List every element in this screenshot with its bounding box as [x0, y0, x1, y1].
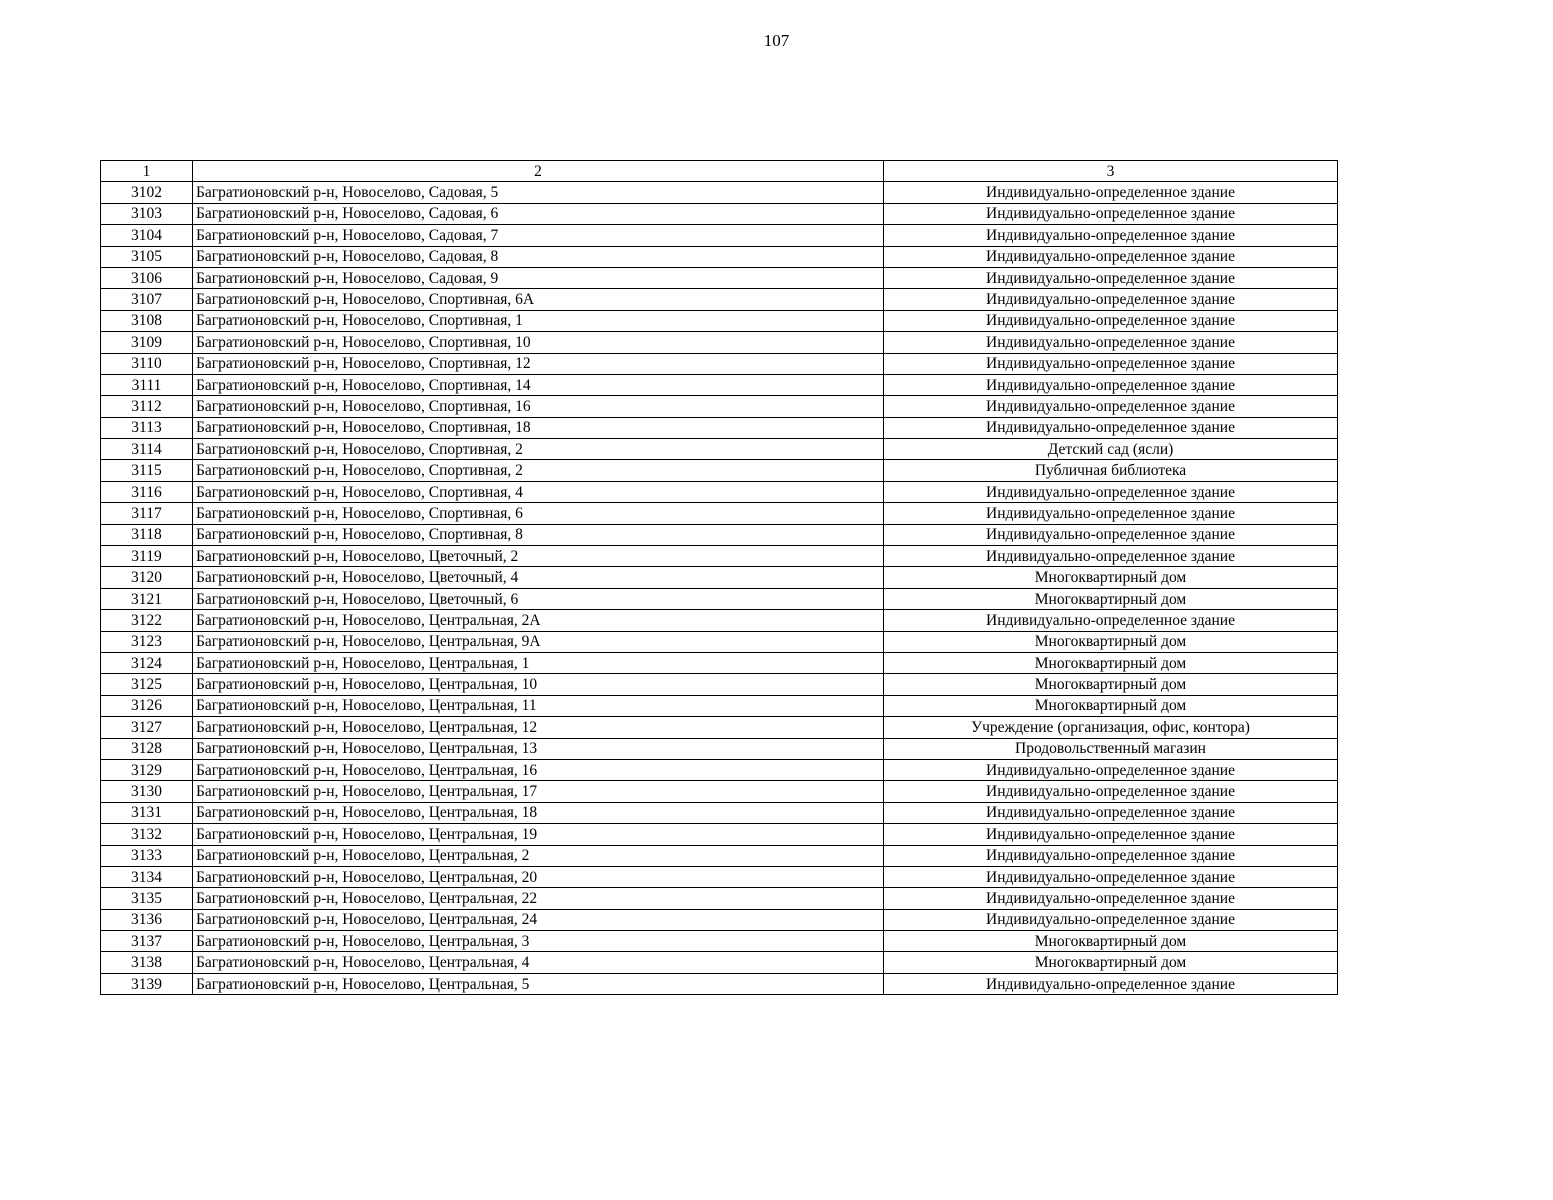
table-row — [101, 546, 1338, 567]
address-cell: Багратионовский р-н, Новоселово, Спортивная, 2 — [193, 439, 884, 460]
address-cell: Багратионовский р-н, Новоселово, Садовая, 6 — [193, 203, 884, 224]
object-type-cell: Индивидуально-определенное здание — [884, 524, 1338, 545]
table-row — [101, 289, 1338, 310]
row-number-cell: 3138 — [101, 952, 193, 973]
address-cell: Багратионовский р-н, Новоселово, Центральная, 22 — [193, 888, 884, 909]
object-type-cell: Учреждение (организация, офис, контора) — [884, 717, 1338, 738]
object-type-cell: Многоквартирный дом — [884, 952, 1338, 973]
row-number-cell: 3124 — [101, 652, 193, 673]
row-number-cell: 3108 — [101, 310, 193, 331]
row-number-cell: 3109 — [101, 332, 193, 353]
row-number-cell: 3104 — [101, 225, 193, 246]
table-row — [101, 267, 1338, 288]
table-row — [101, 631, 1338, 652]
row-number-cell: 3127 — [101, 717, 193, 738]
row-number-cell: 3122 — [101, 610, 193, 631]
object-type-cell: Индивидуально-определенное здание — [884, 417, 1338, 438]
table-row — [101, 610, 1338, 631]
row-number-cell: 3135 — [101, 888, 193, 909]
row-number-cell: 3120 — [101, 567, 193, 588]
table-row — [101, 524, 1338, 545]
address-cell: Багратионовский р-н, Новоселово, Цветочный, 2 — [193, 546, 884, 567]
table-header — [101, 161, 1338, 182]
address-cell: Багратионовский р-н, Новоселово, Садовая, 7 — [193, 225, 884, 246]
table-row — [101, 439, 1338, 460]
property-table — [100, 160, 1338, 995]
table-row — [101, 717, 1338, 738]
table-row — [101, 246, 1338, 267]
row-number-cell: 3102 — [101, 182, 193, 203]
row-number-cell: 3123 — [101, 631, 193, 652]
address-cell: Багратионовский р-н, Новоселово, Цветочный, 6 — [193, 588, 884, 609]
address-cell: Багратионовский р-н, Новоселово, Центральная, 9А — [193, 631, 884, 652]
object-type-cell: Индивидуально-определенное здание — [884, 353, 1338, 374]
object-type-cell: Индивидуально-определенное здание — [884, 546, 1338, 567]
object-type-cell: Детский сад (ясли) — [884, 439, 1338, 460]
table-row — [101, 567, 1338, 588]
row-number-cell: 3114 — [101, 439, 193, 460]
object-type-cell: Многоквартирный дом — [884, 695, 1338, 716]
table-row — [101, 738, 1338, 759]
row-number-cell: 3137 — [101, 931, 193, 952]
address-cell: Багратионовский р-н, Новоселово, Центральная, 2 — [193, 845, 884, 866]
object-type-cell: Индивидуально-определенное здание — [884, 610, 1338, 631]
object-type-cell: Индивидуально-определенное здание — [884, 759, 1338, 780]
table-row — [101, 481, 1338, 502]
address-cell: Багратионовский р-н, Новоселово, Центральная, 2А — [193, 610, 884, 631]
address-cell: Багратионовский р-н, Новоселово, Спортивная, 2 — [193, 460, 884, 481]
row-number-cell: 3117 — [101, 503, 193, 524]
row-number-cell: 3111 — [101, 374, 193, 395]
table-row — [101, 503, 1338, 524]
object-type-cell: Индивидуально-определенное здание — [884, 374, 1338, 395]
address-cell: Багратионовский р-н, Новоселово, Центральная, 20 — [193, 866, 884, 887]
row-number-cell: 3126 — [101, 695, 193, 716]
address-cell: Багратионовский р-н, Новоселово, Центральная, 18 — [193, 802, 884, 823]
row-number-cell: 3107 — [101, 289, 193, 310]
table-row — [101, 417, 1338, 438]
object-type-cell: Продовольственный магазин — [884, 738, 1338, 759]
table-row — [101, 310, 1338, 331]
table-row — [101, 781, 1338, 802]
object-type-cell: Многоквартирный дом — [884, 674, 1338, 695]
object-type-cell: Индивидуально-определенное здание — [884, 973, 1338, 994]
row-number-cell: 3113 — [101, 417, 193, 438]
table-row — [101, 674, 1338, 695]
address-cell: Багратионовский р-н, Новоселово, Центральная, 5 — [193, 973, 884, 994]
table-row — [101, 973, 1338, 994]
header-row — [101, 161, 1338, 182]
row-number-cell: 3112 — [101, 396, 193, 417]
table-body — [101, 182, 1338, 995]
object-type-cell: Индивидуально-определенное здание — [884, 225, 1338, 246]
object-type-cell: Индивидуально-определенное здание — [884, 503, 1338, 524]
address-cell: Багратионовский р-н, Новоселово, Цветочный, 4 — [193, 567, 884, 588]
table-row — [101, 759, 1338, 780]
column-header-number: 1 — [101, 161, 193, 182]
table-row — [101, 460, 1338, 481]
object-type-cell: Индивидуально-определенное здание — [884, 866, 1338, 887]
address-cell: Багратионовский р-н, Новоселово, Центральная, 13 — [193, 738, 884, 759]
page-number: 107 — [763, 31, 790, 50]
object-type-cell: Индивидуально-определенное здание — [884, 332, 1338, 353]
address-cell: Багратионовский р-н, Новоселово, Центральная, 17 — [193, 781, 884, 802]
address-cell: Багратионовский р-н, Новоселово, Садовая, 5 — [193, 182, 884, 203]
row-number-cell: 3139 — [101, 973, 193, 994]
table-row — [101, 802, 1338, 823]
row-number-cell: 3115 — [101, 460, 193, 481]
row-number-cell: 3131 — [101, 802, 193, 823]
object-type-cell: Индивидуально-определенное здание — [884, 267, 1338, 288]
table-row — [101, 588, 1338, 609]
table-row — [101, 888, 1338, 909]
row-number-cell: 3105 — [101, 246, 193, 267]
table-row — [101, 931, 1338, 952]
address-cell: Багратионовский р-н, Новоселово, Спортивная, 10 — [193, 332, 884, 353]
table-row — [101, 374, 1338, 395]
table-row — [101, 952, 1338, 973]
row-number-cell: 3106 — [101, 267, 193, 288]
address-cell: Багратионовский р-н, Новоселово, Спортивная, 6 — [193, 503, 884, 524]
address-cell: Багратионовский р-н, Новоселово, Спортивная, 1 — [193, 310, 884, 331]
row-number-cell: 3110 — [101, 353, 193, 374]
object-type-cell: Индивидуально-определенное здание — [884, 203, 1338, 224]
object-type-cell: Индивидуально-определенное здание — [884, 888, 1338, 909]
address-cell: Багратионовский р-н, Новоселово, Центральная, 19 — [193, 824, 884, 845]
address-cell: Багратионовский р-н, Новоселово, Спортивная, 4 — [193, 481, 884, 502]
object-type-cell: Индивидуально-определенное здание — [884, 781, 1338, 802]
row-number-cell: 3129 — [101, 759, 193, 780]
address-cell: Багратионовский р-н, Новоселово, Спортивная, 14 — [193, 374, 884, 395]
address-cell: Багратионовский р-н, Новоселово, Центральная, 11 — [193, 695, 884, 716]
row-number-cell: 3118 — [101, 524, 193, 545]
address-cell: Багратионовский р-н, Новоселово, Садовая, 8 — [193, 246, 884, 267]
object-type-cell: Индивидуально-определенное здание — [884, 182, 1338, 203]
table-row — [101, 652, 1338, 673]
table-row — [101, 396, 1338, 417]
row-number-cell: 3103 — [101, 203, 193, 224]
address-cell: Багратионовский р-н, Новоселово, Спортивная, 18 — [193, 417, 884, 438]
object-type-cell: Публичная библиотека — [884, 460, 1338, 481]
row-number-cell: 3133 — [101, 845, 193, 866]
table-row — [101, 866, 1338, 887]
row-number-cell: 3128 — [101, 738, 193, 759]
object-type-cell: Многоквартирный дом — [884, 652, 1338, 673]
row-number-cell: 3125 — [101, 674, 193, 695]
table-row — [101, 845, 1338, 866]
table-row — [101, 225, 1338, 246]
object-type-cell: Индивидуально-определенное здание — [884, 824, 1338, 845]
table-row — [101, 909, 1338, 930]
object-type-cell: Индивидуально-определенное здание — [884, 396, 1338, 417]
object-type-cell: Многоквартирный дом — [884, 931, 1338, 952]
table-row — [101, 332, 1338, 353]
table-row — [101, 824, 1338, 845]
address-cell: Багратионовский р-н, Новоселово, Спортивная, 16 — [193, 396, 884, 417]
address-cell: Багратионовский р-н, Новоселово, Спортивная, 6А — [193, 289, 884, 310]
object-type-cell: Индивидуально-определенное здание — [884, 289, 1338, 310]
address-cell: Багратионовский р-н, Новоселово, Центральная, 24 — [193, 909, 884, 930]
table-row — [101, 203, 1338, 224]
column-header-type: 3 — [884, 161, 1338, 182]
object-type-cell: Индивидуально-определенное здание — [884, 909, 1338, 930]
address-cell: Багратионовский р-н, Новоселово, Спортивная, 12 — [193, 353, 884, 374]
object-type-cell: Многоквартирный дом — [884, 631, 1338, 652]
table-row — [101, 182, 1338, 203]
row-number-cell: 3136 — [101, 909, 193, 930]
object-type-cell: Многоквартирный дом — [884, 588, 1338, 609]
row-number-cell: 3130 — [101, 781, 193, 802]
object-type-cell: Многоквартирный дом — [884, 567, 1338, 588]
address-cell: Багратионовский р-н, Новоселово, Центральная, 16 — [193, 759, 884, 780]
object-type-cell: Индивидуально-определенное здание — [884, 481, 1338, 502]
object-type-cell: Индивидуально-определенное здание — [884, 310, 1338, 331]
address-cell: Багратионовский р-н, Новоселово, Центральная, 10 — [193, 674, 884, 695]
row-number-cell: 3132 — [101, 824, 193, 845]
row-number-cell: 3134 — [101, 866, 193, 887]
address-cell: Багратионовский р-н, Новоселово, Центральная, 4 — [193, 952, 884, 973]
row-number-cell: 3121 — [101, 588, 193, 609]
row-number-cell: 3119 — [101, 546, 193, 567]
address-cell: Багратионовский р-н, Новоселово, Центральная, 12 — [193, 717, 884, 738]
column-header-address: 2 — [193, 161, 884, 182]
object-type-cell: Индивидуально-определенное здание — [884, 802, 1338, 823]
object-type-cell: Индивидуально-определенное здание — [884, 845, 1338, 866]
address-cell: Багратионовский р-н, Новоселово, Центральная, 3 — [193, 931, 884, 952]
table-row — [101, 695, 1338, 716]
address-cell: Багратионовский р-н, Новоселово, Садовая, 9 — [193, 267, 884, 288]
address-cell: Багратионовский р-н, Новоселово, Центральная, 1 — [193, 652, 884, 673]
address-cell: Багратионовский р-н, Новоселово, Спортивная, 8 — [193, 524, 884, 545]
table-row — [101, 353, 1338, 374]
row-number-cell: 3116 — [101, 481, 193, 502]
object-type-cell: Индивидуально-определенное здание — [884, 246, 1338, 267]
